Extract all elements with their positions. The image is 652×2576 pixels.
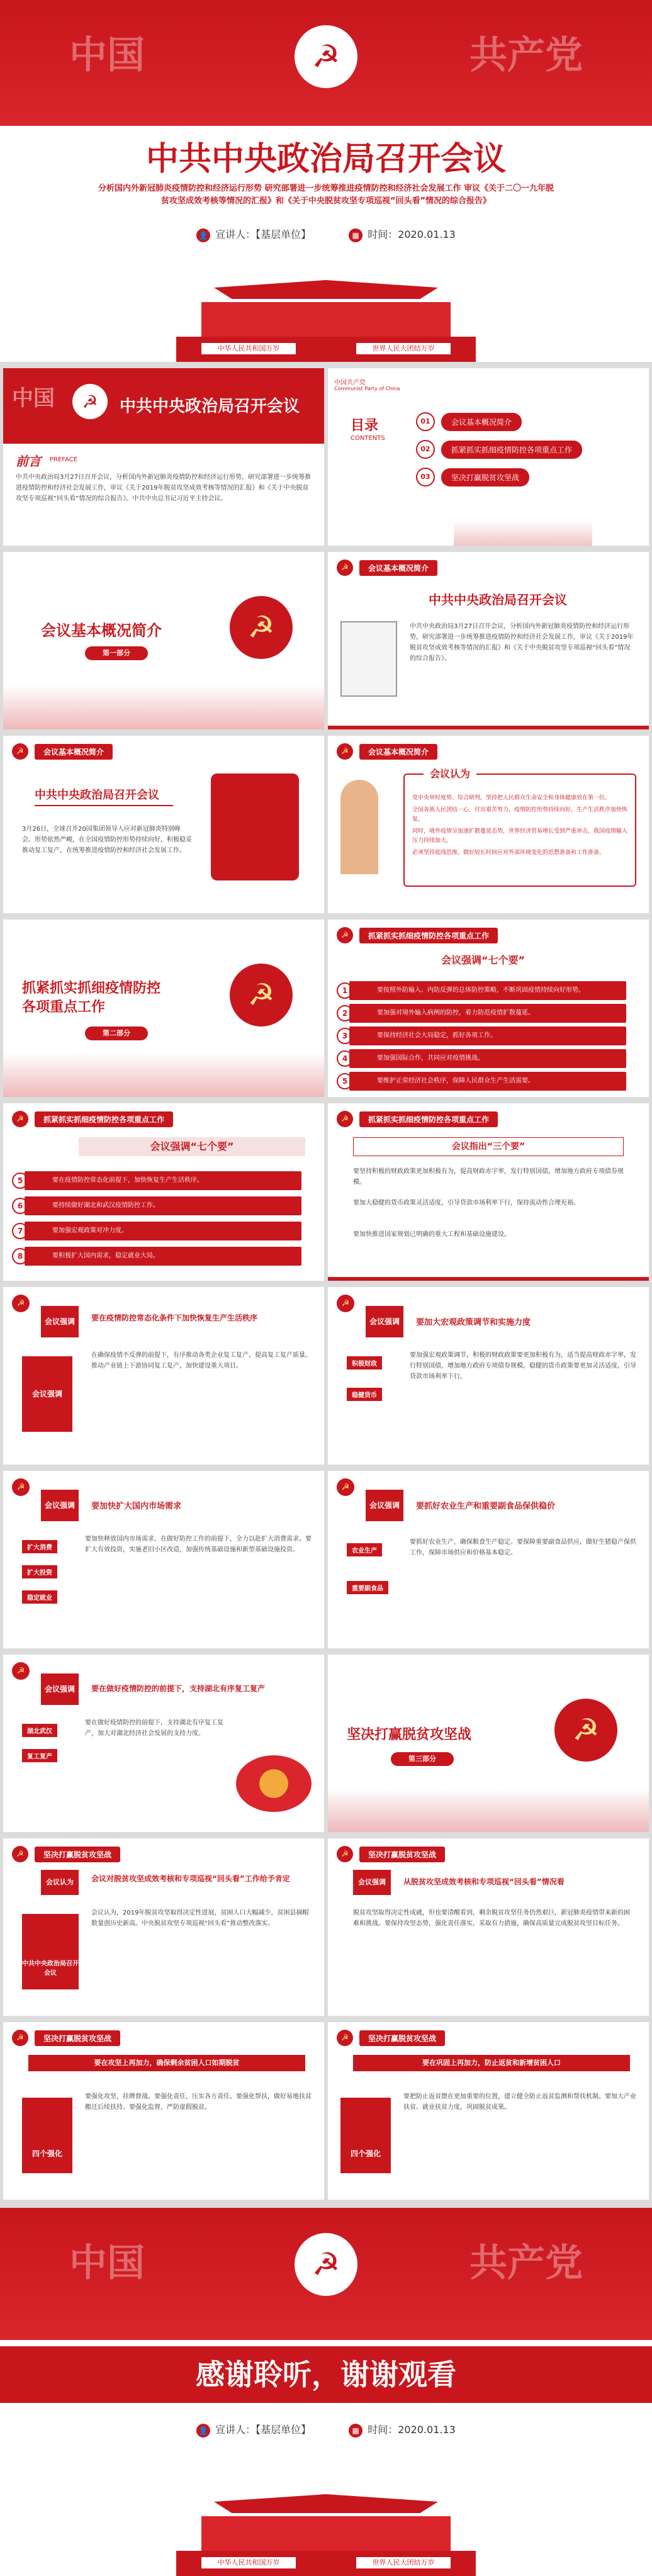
time-info bbox=[349, 2422, 456, 2438]
slide-title: 要加大宏观政策调节和实施力度 bbox=[416, 1318, 531, 1327]
slide-agriculture bbox=[328, 1471, 649, 1648]
slide-title: 要在巩固上再加力，防止返贫和新增贫困人口 bbox=[353, 2055, 630, 2071]
slide-text: 3月26日，全球召开20国集团领导人应对新冠肺炎特别峰会。形势依然严峻，在全国疫情防控形势持续向好，积极稳妥推动复工复产，在统筹推进疫情防控和经济社会发展工作。 bbox=[22, 826, 192, 854]
slide-header bbox=[337, 927, 498, 943]
part-two-title: 抓紧抓实抓细疫情防控各项重点工作 bbox=[22, 981, 161, 1015]
slide-contents bbox=[328, 368, 649, 546]
must-row: 要加强国际合作，共同应对疫情挑战。 bbox=[349, 1049, 626, 1068]
preface-title: 中共中央政治局召开会议 bbox=[120, 397, 300, 416]
gate-body bbox=[201, 2516, 451, 2551]
contents-item-number: 01 bbox=[416, 412, 435, 431]
part-three-badge: 第三部分 bbox=[391, 1752, 454, 1766]
must-row: 要加强宏观政策对冲力度。 bbox=[25, 1222, 301, 1240]
party-emblem-icon: ☭ bbox=[337, 743, 353, 760]
cover-info-row bbox=[0, 227, 652, 242]
topic-label: 积极财政 bbox=[347, 1356, 382, 1370]
party-emblem-icon: ☭ bbox=[337, 1295, 354, 1312]
slide-title: 要在做好疫情防控的前提下，支持湖北有序复工复产 bbox=[91, 1684, 266, 1693]
slide-title: 会议强调“七个要” bbox=[441, 954, 526, 966]
contents-item[interactable] bbox=[416, 412, 630, 431]
slide-part-three bbox=[328, 1655, 649, 1832]
user-icon: 👤 bbox=[196, 2424, 210, 2438]
slide-header bbox=[12, 1111, 173, 1127]
gate-banner-right: 世界人民大团结万岁 bbox=[356, 343, 451, 354]
topic-label: 农业生产 bbox=[347, 1543, 382, 1556]
preface-heading-en: PREFACE bbox=[50, 456, 78, 463]
topic-label: 稳定就业 bbox=[22, 1590, 57, 1604]
slide-title: 要抓好农业生产和重要副食品保供稳价 bbox=[416, 1502, 556, 1511]
contents-item[interactable] bbox=[416, 468, 630, 487]
slide-header bbox=[12, 2030, 120, 2046]
party-emblem-icon: ☭ bbox=[337, 1111, 353, 1127]
title-underline bbox=[35, 805, 173, 806]
cover-corner-right: 共产党 bbox=[469, 33, 583, 77]
topic-label: 复工复产 bbox=[22, 1749, 57, 1762]
party-emblem-icon: ☭ bbox=[295, 25, 357, 88]
skyline-decoration bbox=[328, 1788, 649, 1832]
slide-meeting-believes bbox=[328, 736, 649, 913]
row-number: 7 bbox=[12, 1223, 28, 1239]
slide-title: 会议指出“三个要” bbox=[353, 1137, 624, 1156]
topic-label: 扩大消费 bbox=[22, 1540, 57, 1553]
slide-title: 要在疫情防控常态化条件下加快恢复生产生活秩序 bbox=[91, 1313, 258, 1322]
slide-preface bbox=[3, 368, 324, 546]
slide-macro-policy bbox=[328, 1287, 649, 1465]
side-badge: 会议强调 bbox=[41, 1673, 79, 1705]
slide-header bbox=[337, 2030, 445, 2046]
slide-resume-production bbox=[3, 1287, 324, 1465]
slide-three-musts bbox=[328, 1103, 649, 1281]
slide-text: 会议认为，2019年脱贫攻坚取得决定性进展，贫困人口大幅减少，贫困县摘帽数量创历史新高。中央脱贫攻坚专项巡视“回头看”推动整改落实。 bbox=[91, 1910, 309, 1927]
slide-domestic-demand bbox=[3, 1471, 324, 1648]
slide-part-two bbox=[3, 920, 324, 1097]
party-emblem-icon: ☭ bbox=[12, 1478, 30, 1496]
party-emblem-icon: ☭ bbox=[337, 1478, 354, 1496]
three-must-item: 要加大稳健的货币政策灵活适度，引导贷款市场利率下行，保持流动性合理充裕。 bbox=[353, 1200, 580, 1206]
must-row: 要积极扩大国内需求，稳定就业大局。 bbox=[25, 1247, 301, 1266]
slide-header bbox=[337, 560, 437, 576]
slide-poverty-inspection bbox=[328, 1838, 649, 2016]
side-badge: 会议强调 bbox=[41, 1306, 79, 1337]
topic-label: 湖北武汉 bbox=[22, 1724, 57, 1737]
cover-slide bbox=[0, 0, 652, 362]
believes-item: 同时，境外疫情呈加速扩散蔓延态势，世界经济贸易增长受到严重冲击，我国疫情输入压力持续加大。 bbox=[412, 828, 628, 844]
row-number: 1 bbox=[337, 982, 353, 999]
slide-text: 脱贫攻坚取得决定性成就，但也要清醒看到，剩余脱贫攻坚任务仍然艰巨，新冠肺炎疫情带来新的困难和挑战。要保持攻坚态势，强化责任落实，采取有力措施，确保高质量完成脱贫攻坚目标任务。 bbox=[353, 1910, 630, 1927]
preface-heading: 前言 bbox=[16, 454, 41, 469]
slide-text: 中共中央政治局3月27日召开会议，分析国内外新冠肺炎疫情防控和经济运行形势，研究部署进一步统筹推进疫情防控和经济社会发展工作，审议《关于2019年脱贫攻坚成效考核等情况的汇报》和《关于中央脱贫攻坚专项巡视“回头看”情况的综合报告》。 bbox=[410, 623, 634, 662]
side-badge: 会议强调 bbox=[353, 1870, 391, 1895]
end-corner-left: 中国 bbox=[69, 2241, 145, 2285]
slide-title: 要在攻坚上再加力，确保剩余贫困人口如期脱贫 bbox=[28, 2055, 305, 2071]
party-emblem-icon: ☭ bbox=[72, 384, 108, 419]
slide-hubei bbox=[3, 1655, 324, 1832]
must-row: 要维护正常经济社会秩序，保障人民群众生产生活需要。 bbox=[349, 1072, 626, 1091]
cover-description: 分析国内外新冠肺炎疫情防控和经济运行形势 研究部署进一步统筹推进疫情防控和经济社会发展工作 审议《关于二〇一九年脱贫攻坚成效考核等情况的汇报》和《关于中央脱贫攻坚专项巡视“回头看”情况的综合报告》 bbox=[98, 184, 554, 206]
believes-title: 会议认为 bbox=[424, 766, 476, 780]
slide-text: 要加强宏观政策调节，积极的财政政策要更加积极有为，适当提高财政赤字率，发行特别国债，增加地方政府专项债券规模。稳健的货币政策要更加灵活适度，引导贷款市场利率下行。 bbox=[410, 1352, 636, 1380]
section-tag: 抓紧抓实抓细疫情防控各项重点工作 bbox=[359, 1111, 498, 1127]
section-tag: 坚决打赢脱贫攻坚战 bbox=[359, 1847, 445, 1862]
end-info-row bbox=[0, 2422, 652, 2438]
topic-label: 重要副食品 bbox=[347, 1581, 388, 1594]
presenter-figure bbox=[340, 780, 378, 874]
gate-silhouette bbox=[454, 520, 592, 546]
must-row: 要加强对境外输入病例的防控，着力防范疫情扩散蔓延。 bbox=[349, 1004, 626, 1023]
slide-text: 要抓好农业生产，确保粮食生产稳定。要保障重要副食品供应，做好生猪稳产保供工作，保障市场供应和价格基本稳定。 bbox=[410, 1539, 636, 1556]
party-emblem-icon: ☭ bbox=[230, 964, 293, 1026]
must-row: 要在疫情防控常态化前提下，加快恢复生产生活秩序。 bbox=[25, 1171, 301, 1190]
part-two-badge: 第二部分 bbox=[85, 1026, 148, 1040]
slide-part-one bbox=[3, 552, 324, 729]
contents-title-en: CONTENTS bbox=[351, 435, 385, 442]
slide-title: 会议强调“七个要” bbox=[79, 1137, 305, 1156]
must-row: 要保持经济社会大局稳定，抓好各项工作。 bbox=[349, 1026, 626, 1045]
side-panel: 四个强化 bbox=[22, 2098, 72, 2173]
row-number: 4 bbox=[337, 1050, 353, 1067]
must-row: 要持续做好湖北和武汉疫情防控工作。 bbox=[25, 1196, 301, 1215]
topic-label: 稳健货币 bbox=[347, 1388, 382, 1401]
preface-text: 中共中央政治局3月27日召开会议，分析国内外新冠肺炎疫情防控和经济运行形势，研究部署进一步统筹推进疫情防控和经济社会发展工作，审议《关于2019年脱贫攻坚成效考核等情况的汇报》和《关于中央脱贫攻坚专项巡视“回头看”情况的综合报告》。中共中央总书记习近平主持会议。 bbox=[16, 474, 312, 502]
section-tag: 坚决打赢脱贫攻坚战 bbox=[35, 1847, 120, 1862]
notepad-icon bbox=[340, 621, 397, 697]
slide-seven-musts-b bbox=[3, 1103, 324, 1281]
section-tag: 会议基本概况简介 bbox=[35, 744, 113, 760]
party-emblem-icon: ☭ bbox=[12, 2030, 28, 2046]
slide-four-strengthen-b bbox=[328, 2022, 649, 2200]
slide-meeting-overview bbox=[328, 552, 649, 729]
row-number: 5 bbox=[12, 1173, 28, 1189]
side-panel: 中共中央政治局召开会议 bbox=[22, 1914, 79, 1989]
row-number: 8 bbox=[12, 1248, 28, 1264]
slide-text: 在确保疫情不反弹的前提下，有序推动各类企业复工复产，提高复工复产质量。推动产业链上下游协同复工复产，加快建设重大项目。 bbox=[91, 1352, 312, 1370]
party-emblem-icon: ☭ bbox=[337, 2030, 353, 2046]
bottom-band bbox=[328, 1277, 649, 1281]
party-emblem-icon: ☭ bbox=[12, 1662, 30, 1680]
section-tag: 抓紧抓实抓细疫情防控各项重点工作 bbox=[359, 928, 498, 943]
must-row: 要按照外防输入、内防反弹的总体防控策略，不断巩固疫情持续向好形势。 bbox=[349, 981, 626, 1000]
side-panel: 会议强调 bbox=[22, 1356, 72, 1432]
party-emblem-icon: ☭ bbox=[337, 927, 353, 943]
slide-title: 中共中央政治局召开会议 bbox=[429, 592, 567, 607]
party-emblem-icon: ☭ bbox=[12, 743, 28, 760]
party-emblem-icon: ☭ bbox=[12, 1111, 28, 1127]
end-corner-right: 共产党 bbox=[469, 2241, 583, 2285]
party-emblem-icon: ☭ bbox=[12, 1295, 30, 1312]
skyline-decoration bbox=[3, 1053, 324, 1097]
speaker-info bbox=[196, 227, 311, 242]
slide-header bbox=[337, 1111, 498, 1127]
time-info bbox=[349, 227, 456, 242]
three-must-item: 要坚持积极的财政政策更加积极有为，提高财政赤字率，发行特别国债，增加地方政府专项债券规模。 bbox=[353, 1168, 624, 1186]
end-title: 感谢聆听，谢谢观看 bbox=[0, 2346, 652, 2403]
time-text: 时间：2020.01.13 bbox=[368, 228, 456, 240]
slide-text: 要把防止返贫摆在更加重要的位置，建立健全防止返贫监测和帮扶机制。要加大产业扶贫、就业扶贫力度，巩固脱贫成果。 bbox=[403, 2093, 636, 2111]
believes-item: 党中央审时度势、综合研判，坚持把人民群众生命安全和身体健康放在第一位。 bbox=[412, 795, 611, 801]
slide-title: 会议对脱贫攻坚成效考核和专项巡视“回头看”工作给予肯定 bbox=[91, 1874, 290, 1883]
contents-title: 目录 bbox=[351, 418, 379, 434]
party-name-en: Communist Party of China bbox=[334, 386, 400, 391]
gate-roof bbox=[214, 2494, 438, 2513]
section-tag: 会议基本概况简介 bbox=[359, 744, 437, 760]
slide-header bbox=[12, 743, 113, 760]
gate-banner-left: 中华人民共和国万岁 bbox=[201, 2557, 296, 2568]
party-emblem-icon: ☭ bbox=[230, 596, 293, 659]
end-slide bbox=[0, 2208, 652, 2576]
part-three-title: 坚决打赢脱贫攻坚战 bbox=[347, 1727, 472, 1743]
bottom-band bbox=[328, 726, 649, 729]
contents-list bbox=[416, 412, 630, 487]
slide-four-strengthen-a bbox=[3, 2022, 324, 2200]
slide-seven-musts-a bbox=[328, 920, 649, 1097]
believes-item: 必须坚持底线思维，做好较长时间应对外部环境变化的思想准备和工作准备。 bbox=[412, 850, 605, 856]
section-tag: 抓紧抓实抓细疫情防控各项重点工作 bbox=[35, 1111, 173, 1127]
speaker-text: 宣讲人：【基层单位】 bbox=[215, 2424, 312, 2436]
cover-title: 中共中央政治局召开会议 bbox=[145, 140, 506, 178]
section-tag: 坚决打赢脱贫攻坚战 bbox=[35, 2030, 120, 2046]
contents-item-number: 02 bbox=[416, 440, 435, 459]
slide-poverty-assessment bbox=[3, 1838, 324, 2016]
slide-text: 要加快释放国内市场需求，在做好防控工作的前提下，全力以赴扩大消费需求。要扩大有效投资，实施老旧小区改造，加强传统基础设施和新型基础设施投资。 bbox=[85, 1536, 312, 1553]
party-emblem-icon: ☭ bbox=[554, 1699, 617, 1762]
believes-box bbox=[403, 768, 636, 887]
party-emblem-icon: ☭ bbox=[12, 1846, 28, 1862]
contents-item-label: 抓紧抓实抓细疫情防控各项重点工作 bbox=[441, 441, 582, 459]
slide-title: 中共中央政治局召开会议 bbox=[35, 789, 159, 802]
cover-corner-left: 中国 bbox=[69, 33, 145, 77]
slide-title: 要加快扩大国内市场需求 bbox=[91, 1502, 182, 1511]
slide-meeting-held bbox=[3, 736, 324, 913]
side-badge: 会议强调 bbox=[41, 1490, 79, 1521]
row-number: 3 bbox=[337, 1028, 353, 1044]
party-emblem-icon: ☭ bbox=[295, 2233, 357, 2296]
side-badge: 会议认为 bbox=[41, 1870, 79, 1895]
part-one-title: 会议基本概况简介 bbox=[41, 622, 162, 639]
party-emblem-icon: ☭ bbox=[337, 560, 353, 576]
tiananmen-gate-illustration bbox=[176, 2488, 476, 2576]
user-icon: 👤 bbox=[196, 228, 210, 242]
speaker-text: 宣讲人：【基层单位】 bbox=[215, 228, 312, 240]
clipboard-icon bbox=[211, 773, 299, 880]
slide-header bbox=[337, 743, 437, 760]
slide-header bbox=[337, 1846, 445, 1862]
three-must-item: 要加快推进国家规划已明确的重大工程和基础设施建设。 bbox=[353, 1231, 510, 1238]
contents-item-number: 03 bbox=[416, 468, 435, 487]
side-panel: 四个强化 bbox=[340, 2098, 391, 2173]
slide-header bbox=[12, 1846, 120, 1862]
contents-item[interactable] bbox=[416, 440, 630, 459]
part-one-badge: 第一部分 bbox=[85, 646, 148, 660]
speaker-info bbox=[196, 2422, 311, 2438]
slide-title: 从脱贫攻坚成效考核和专项巡视“回头看”情况看 bbox=[403, 1877, 565, 1886]
row-number: 5 bbox=[337, 1073, 353, 1089]
side-badge: 会议强调 bbox=[366, 1490, 403, 1521]
party-emblem-icon: ☭ bbox=[337, 1846, 353, 1862]
party-name: 中国共产党 bbox=[334, 380, 366, 386]
contents-item-label: 会议基本概况简介 bbox=[441, 413, 522, 431]
contents-item-label: 坚决打赢脱贫攻坚战 bbox=[441, 468, 529, 487]
time-text: 时间：2020.01.13 bbox=[368, 2424, 456, 2436]
skyline-decoration bbox=[3, 685, 324, 729]
preface-corner: 中国 bbox=[12, 386, 55, 411]
row-number: 2 bbox=[337, 1005, 353, 1021]
row-number: 6 bbox=[12, 1198, 28, 1214]
side-badge: 会议强调 bbox=[366, 1306, 403, 1337]
gate-roof bbox=[214, 280, 438, 299]
believes-item: 全国各族人民团结一心，付出艰苦努力，疫情防控形势持续向好，生产生活秩序加快恢复。 bbox=[412, 807, 628, 823]
topic-label: 扩大投资 bbox=[22, 1565, 57, 1578]
section-tag: 会议基本概况简介 bbox=[359, 560, 437, 576]
calendar-icon: ▦ bbox=[349, 228, 363, 242]
calendar-icon: ▦ bbox=[349, 2424, 363, 2438]
slide-text: 要强化攻坚，挂牌督战。要强化责任，压实各方责任。要强化帮扶，做好易地扶贫搬迁后续扶持。要强化监督，严防虚假脱贫。 bbox=[85, 2093, 312, 2111]
tiananmen-gate-illustration bbox=[176, 274, 476, 362]
flower-decoration bbox=[236, 1755, 312, 1812]
gate-body bbox=[201, 302, 451, 337]
gate-banner-left: 中华人民共和国万岁 bbox=[201, 343, 296, 354]
section-tag: 坚决打赢脱贫攻坚战 bbox=[359, 2030, 445, 2046]
gate-banner-right: 世界人民大团结万岁 bbox=[356, 2557, 451, 2568]
slide-text: 要在做好疫情防控的前提下，支持湖北有序复工复产，加大对湖北经济社会发展的支持力度。 bbox=[85, 1719, 223, 1737]
